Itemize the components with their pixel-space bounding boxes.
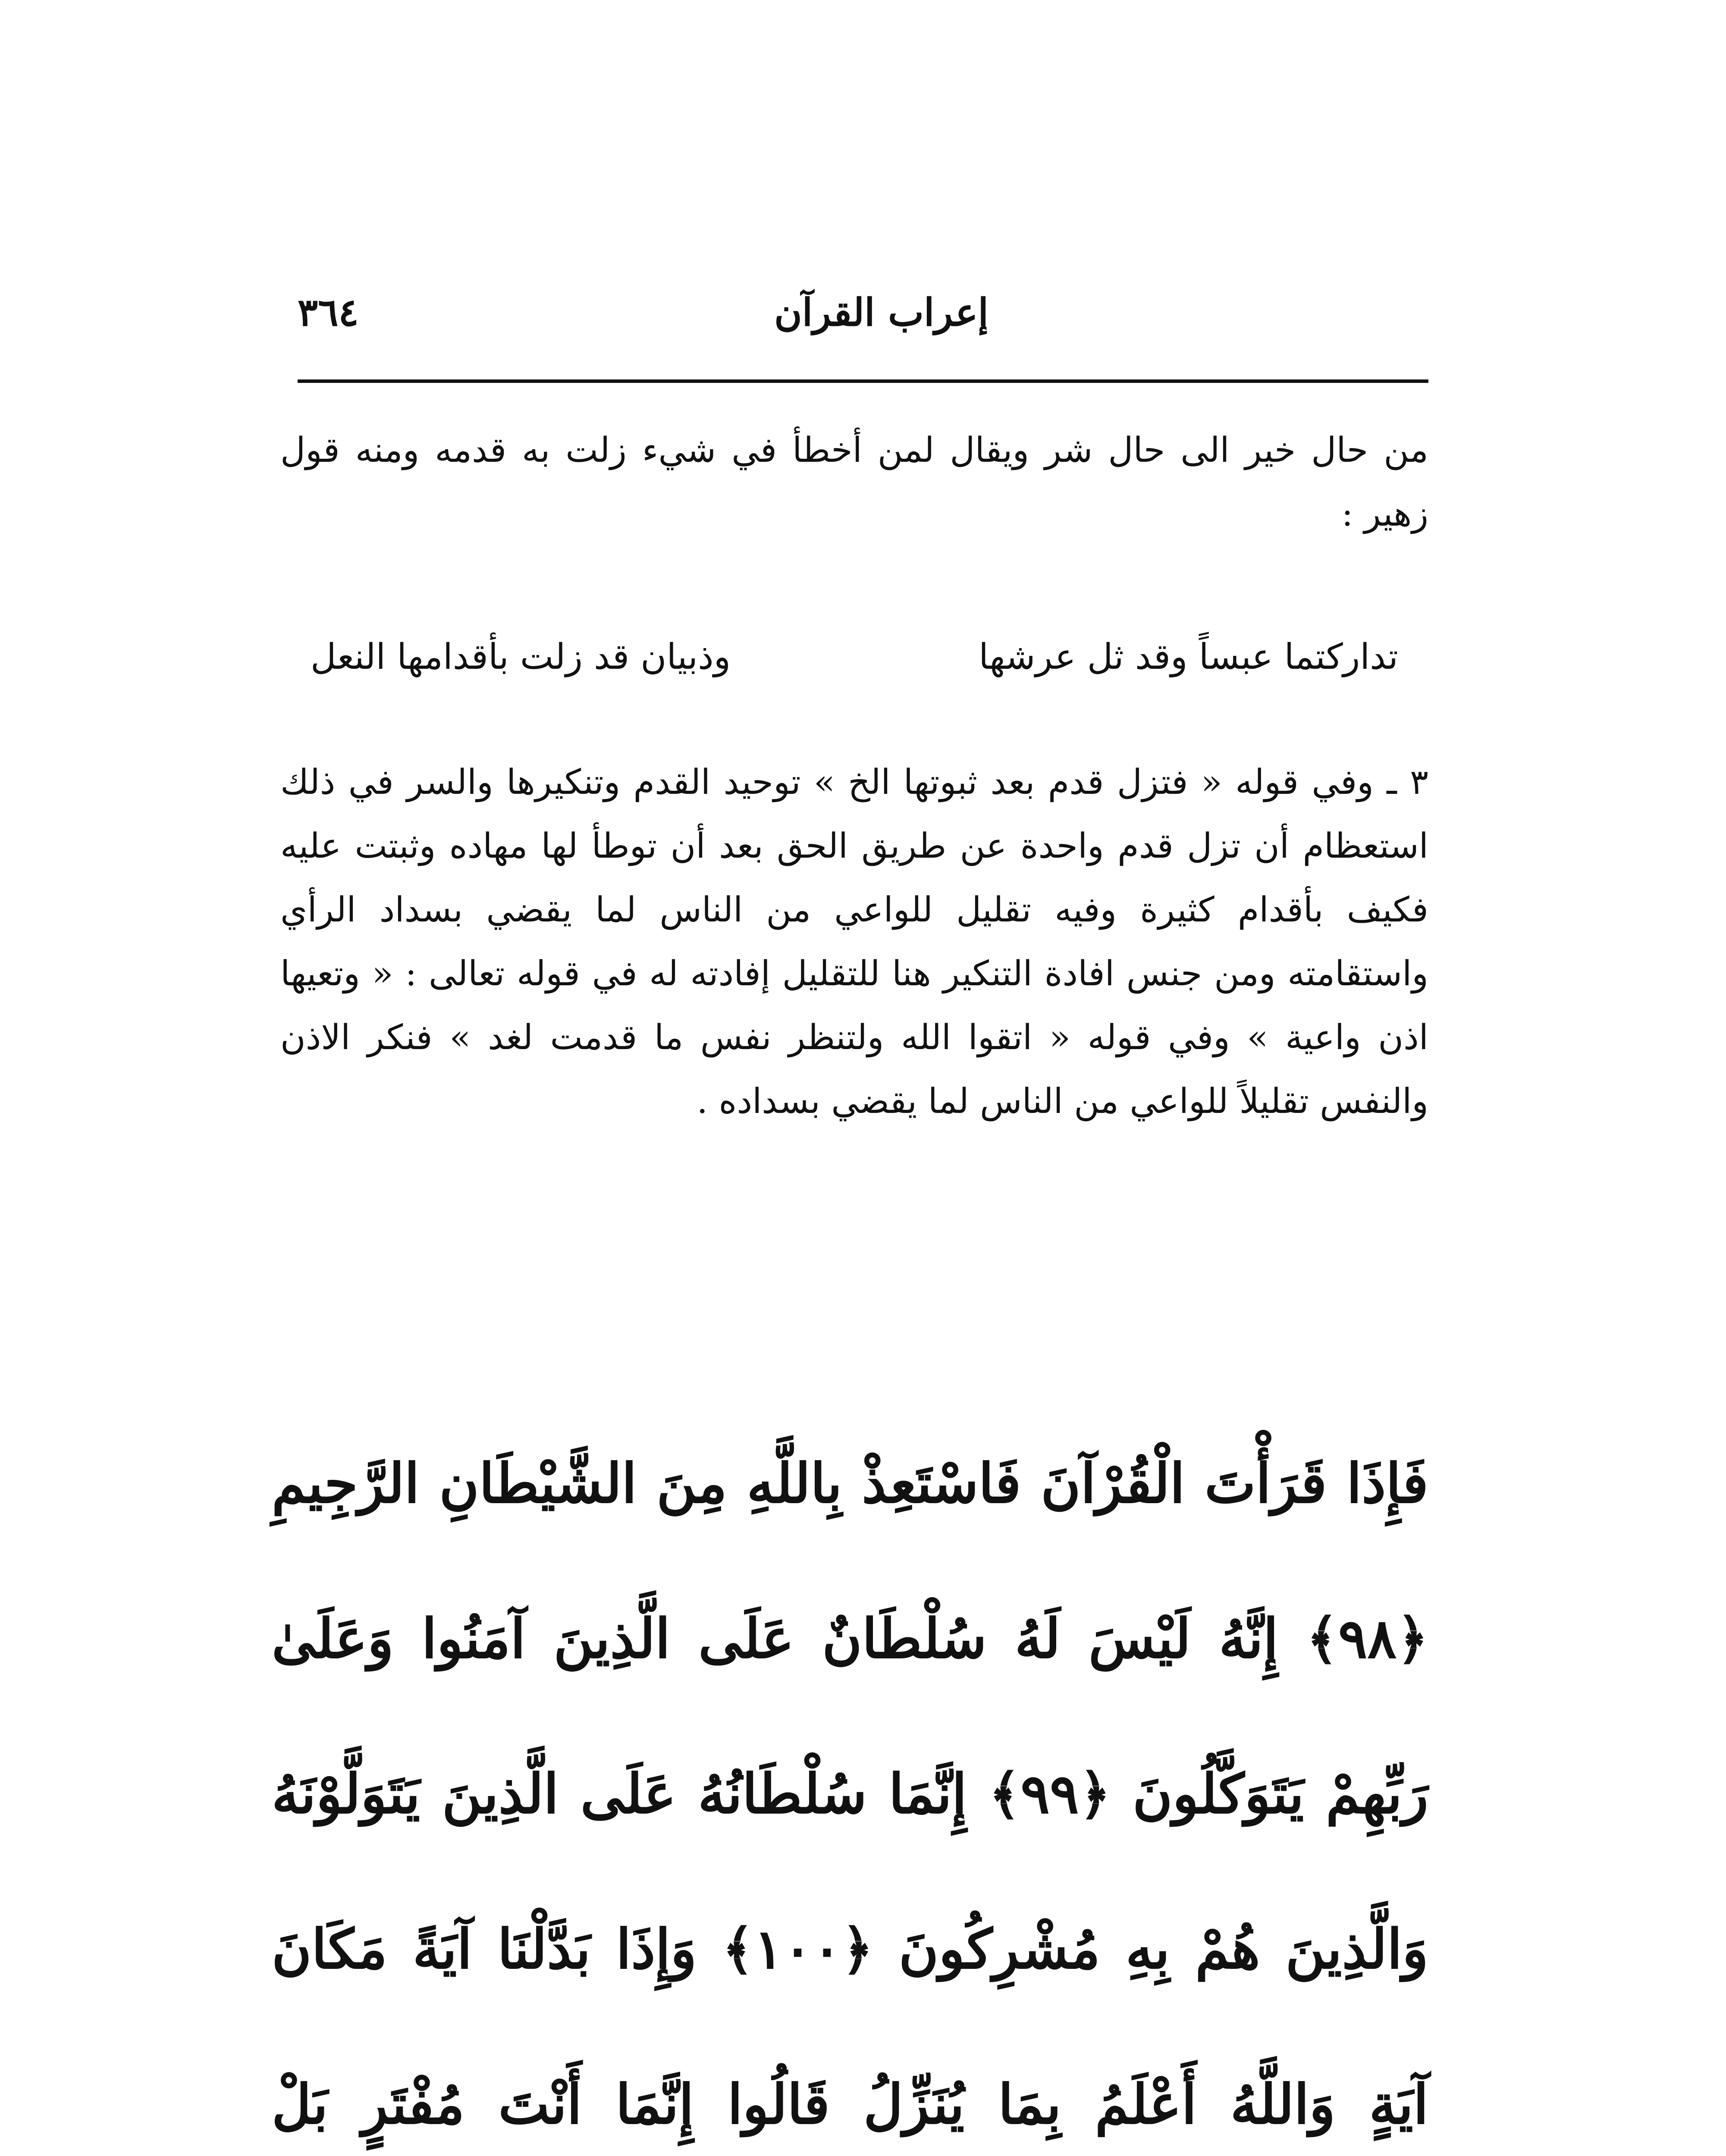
poetry-second-hemistich: وذبيان قد زلت بأقدامها النعل: [311, 636, 731, 677]
quran-passage: فَإِذَا قَرَأْتَ الْقُرْآنَ فَاسْتَعِذْ بِاللَّهِ مِنَ الشَّيْطَانِ الرَّجِيمِ ﴿٩٨﴾ إِنَّهُ لَيْسَ لَهُ سُلْطَانٌ عَلَى الَّذِينَ آمَنُوا وَعَلَىٰ رَبِّهِمْ يَتَوَكَّلُونَ ﴿٩٩﴾ إِنَّمَا سُلْطَانُهُ عَلَى الَّذِينَ يَتَوَلَّوْنَهُ وَالَّذِينَ هُمْ بِهِ مُشْرِكُونَ ﴿١٠٠﴾ وَإِذَا بَدَّلْنَا آيَةً مَكَانَ آيَةٍ وَاللَّهُ أَعْلَمُ بِمَا يُنَزِّلُ قَالُوا إِنَّمَا أَنْتَ مُفْتَرٍ بَلْ: [272, 1451, 1428, 2136]
commentary-paragraph: ٣ ـ وفي قوله « فتزل قدم بعد ثبوتها الخ » توحيد القدم وتنكيرها والسر في ذلك استعظام أن تزل قدم واحدة عن طريق الحق بعد أن توطأ لها مهاده وثبتت عليه فكيف بأقدام كثيرة وفيه تقليل للواعي من الناس لما يقضي بسداد الرأي واستقامته ومن جنس افادة التنكير هنا للتقليل إفادته له في قوله تعالى : « وتعيها اذن واعية » وفي قوله « اتقوا الله ولتنظر نفس ما قدمت لغد » فنكر الاذن والنفس تقليلاً للواعي من الناس لما يقضي بسداده .: [280, 762, 1428, 1121]
running-title: إعراب القرآن: [774, 290, 989, 335]
poetry-verse: [311, 625, 1398, 703]
poetry-first-hemistich: تداركتما عبساً وقد ثل عرشها: [979, 636, 1398, 677]
header-rule: [298, 379, 1428, 383]
page-number: ٣٦٤: [298, 290, 359, 335]
opening-paragraph: من حال خير الى حال شر ويقال لمن أخطأ في شيء زلت به قدمه ومنه قول زهير :: [280, 430, 1429, 534]
page-header: [298, 290, 1428, 354]
